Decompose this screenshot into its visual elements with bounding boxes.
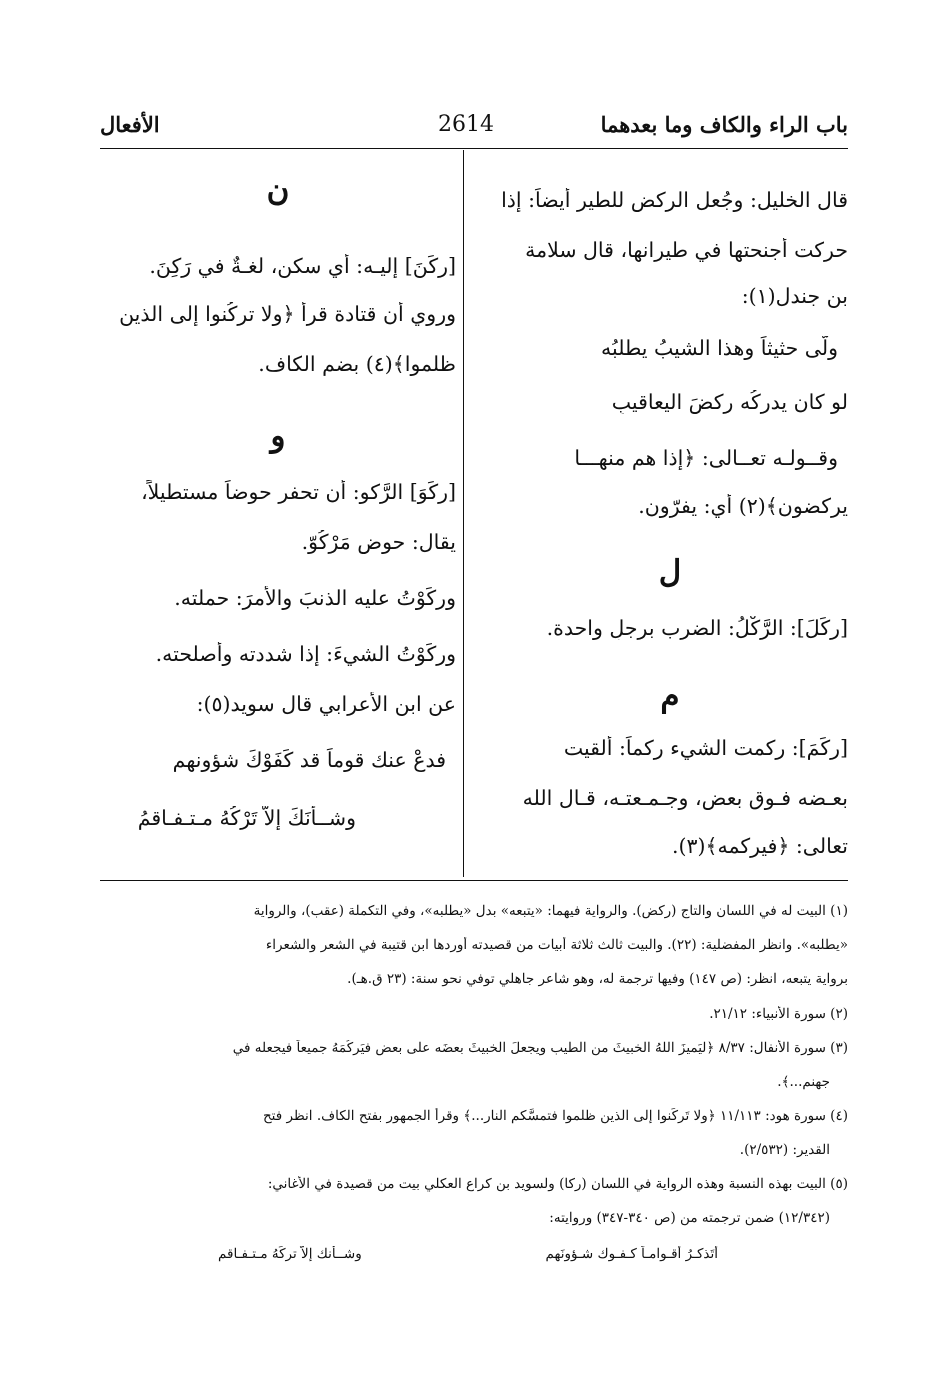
footnote-1-cont: «يطلبه». وانظر المفضلية: (٢٢). والبيت ثالث ثلاثة أبيات من قصيدته أوردها ابن قتيبة في الشعر والشعراء (265, 937, 848, 953)
verse-second-hemistich: وشــأنَكَ إلاّ تَرْكُهُ مـتـفـاقمُ (137, 806, 356, 830)
text-line: يقال: حوض مَرْكُوّ. (301, 530, 456, 554)
header-rule (100, 148, 848, 149)
text-line: بعـضه فـوق بعض، وجـمـعتـه، قـال الله (522, 786, 848, 810)
footnote-verse-first: أتَذكـرُ أقـوامـاً كـفـوك شـؤونَهم (545, 1246, 718, 1262)
entry-rakawa: [ركَوَ] الرَّكو: أن تحفر حوضاً مستطيلاً، (141, 480, 456, 504)
footnote-1-cont: برواية يتبعه، انظر: (ص ١٤٧) وفيها ترجمة له، وهو شاعر جاهلي توفي نحو سنة: (٢٣ ق.هـ). (347, 971, 848, 987)
footnote-rule (100, 880, 848, 881)
chapter-title: باب الراء والكاف وما بعدهما (600, 112, 848, 137)
verse-first-hemistich: ولَّى حثيثاً وهذا الشيبُ يطلبُه (601, 336, 838, 360)
text-line: وروي أن قتادة قرأ ﴿ولا تركُنوا إلى الذين (119, 302, 456, 326)
column-divider (463, 150, 464, 877)
section-letter-lam: ل (658, 554, 682, 590)
footnote-5-cont: (١٢/٣٤٢) ضمن ترجمته من (ص ٣٤٠-٣٤٧) وروايته: (549, 1210, 830, 1226)
page-number: 2614 (438, 112, 494, 137)
footnote-3: (٣) سورة الأنفال: ٨/٣٧ ﴿ليَميزَ اللهُ الخبيثَ من الطيب ويجعلَ الخبيثَ بعضَه على بعضٍ فيَركُمَهُ جميعاً فيجعله في (232, 1040, 848, 1056)
footnote-5: (٥) البيت بهذه النسبة وهذه الرواية في اللسان (ركا) ولسويد بن كراع العكلي بيت من قصيدة في الأغاني: (267, 1176, 848, 1192)
section-letter-waw: و (270, 418, 286, 454)
text-line: وقــولـه تعــالى: ﴿إذا هم منهـــا (574, 446, 838, 470)
text-line: تعالى: ﴿فيركمه﴾(٣). (671, 834, 848, 858)
text-line: بن جندل(١): (741, 284, 848, 308)
text-line: عن ابن الأعرابي قال سويد(٥): (196, 692, 456, 716)
section-title: الأفعال (100, 112, 160, 137)
entry-rakana: [ركَنَ] إليـه: أي سكن، لغـةٌ في رَكِنَ. (149, 254, 456, 278)
entry-rakala: [ركَلَ]: الرَّكْلُ: الضرب برجلٍ واحدة. (546, 616, 848, 640)
verse-first-hemistich: فدعْ عنك قوماً قد كَفَوْكَ شؤونهم (172, 748, 446, 772)
text-line: حركت أجنحتها في طيرانها، قال سلامة (525, 238, 848, 262)
text-line: يركضون﴾(٢) أي: يفرّون. (638, 494, 848, 518)
text-line: ظلموا﴾(٤) بضم الكاف. (258, 352, 456, 376)
entry-rakama: [ركَمَ]: ركمت الشيء ركماً: ألقيت (563, 736, 848, 760)
footnote-2: (٢) سورة الأنبياء: ٢١/١٢. (709, 1006, 848, 1022)
section-letter-mim: م (660, 678, 680, 714)
text-line: وركَوْتُ عليه الذنبَ والأمرَ: حملته. (174, 586, 456, 610)
footnote-1: (١) البيت له في اللسان والتاج (ركض). والرواية فيهما: «يتبعه» بدل «يطلبه»، وفي التكملة (عقب)، والرواية (253, 903, 848, 919)
text-line: وركَوْتُ الشيءَ: إذا شددته وأصلحته. (155, 642, 456, 666)
footnote-4-cont: القدير: (٢/٥٣٢). (739, 1142, 830, 1158)
footnote-verse-second: وشــأنك إلاّ تركَهُ مـتـفـاقم (218, 1246, 362, 1262)
section-letter-nun: ن (266, 172, 290, 208)
footnote-3-cont: جهنم...﴾. (777, 1074, 830, 1090)
footnote-verse (218, 1246, 718, 1262)
footnote-4: (٤) سورة هود: ١١/١١٣ ﴿ولا تَركَنوا إلى الذين ظلموا فتمسَّكم النار...﴾ وقرأ الجمهور بفتح الكاف. انظر فتح (262, 1108, 848, 1124)
verse-second-hemistich: لو كان يدركُه ركضَ اليعاقيبِ (611, 390, 848, 414)
text-line: قال الخليل: وجُعل الركض للطير أيضاً: إذا (501, 188, 848, 212)
